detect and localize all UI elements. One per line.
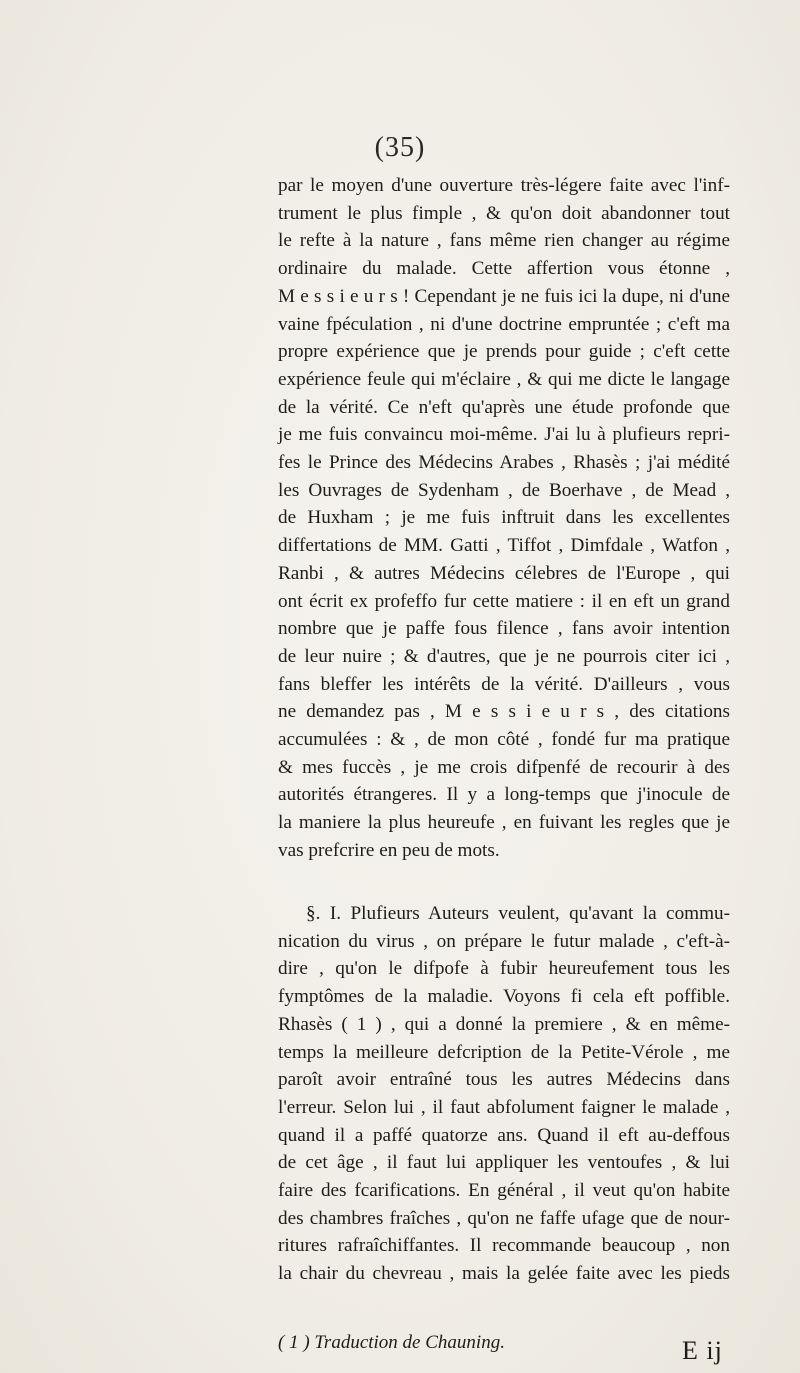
text-line: ne demandez pas , M e s s i e u r s , des citations	[278, 701, 730, 723]
text-line: je me fuis convaincu moi-même. J'ai lu à plufieurs repri-	[278, 424, 730, 446]
text-line: faire des fcarifications. En général , il veut qu'on habite	[278, 1180, 730, 1202]
text-line: le refte à la nature , fans même rien changer au régime	[278, 230, 730, 252]
text-line: quand il a paffé quatorze ans. Quand il eft au-deffous	[278, 1124, 730, 1146]
text-line: nication du virus , on prépare le futur malade , c'eft-à-	[278, 930, 730, 952]
signature-mark: E ij	[682, 1336, 723, 1365]
text-line: paroît avoir entraîné tous les autres Médecins dans	[278, 1069, 730, 1091]
text-line: de Huxham ; je me fuis inftruit dans les excellentes	[278, 507, 730, 529]
text-line: Ranbi , & autres Médecins célebres de l'Europe , qui	[278, 562, 730, 584]
text-line: fans bleffer les intérêts de la vérité. D'ailleurs , vous	[278, 673, 730, 695]
text-line: differtations de MM. Gatti , Tiffot , Dimfdale , Watfon ,	[278, 535, 730, 557]
text-line: nombre que je paffe fous filence , fans avoir intention	[278, 618, 730, 640]
text-line: l'erreur. Selon lui , il faut abfolument faigner le malade ,	[278, 1096, 730, 1118]
text-line: & mes fuccès , je me crois difpenfé de recourir à des	[278, 756, 730, 778]
text-line: de leur nuire ; & d'autres, que je ne pourrois citer ici ,	[278, 645, 730, 667]
footnote: ( 1 ) Traduction de Chauning.	[278, 1332, 505, 1353]
page-number: (35)	[374, 132, 426, 163]
text-line: autorités étrangeres. Il y a long-temps que j'inocule de	[278, 784, 730, 806]
text-line: les Ouvrages de Sydenham , de Boerhave , de Mead ,	[278, 479, 730, 501]
text-line: temps la meilleure defcription de la Petite-Vérole , me	[278, 1041, 730, 1063]
text-line: fes le Prince des Médecins Arabes , Rhasès ; j'ai médité	[278, 452, 730, 474]
text-line: la maniere la plus heureufe , en fuivant les regles que je	[278, 812, 730, 834]
text-line: la chair du chevreau , mais la gelée faite avec les pieds	[278, 1263, 730, 1285]
section-paragraph	[278, 900, 730, 1288]
text-line: de la vérité. Ce n'eft qu'après une étude profonde que	[278, 396, 730, 418]
text-line: dire , qu'on le difpofe à fubir heureufement tous les	[278, 958, 730, 980]
text-line: ritures rafraîchiffantes. Il recommande beaucoup , non	[278, 1235, 730, 1257]
text-line: M e s s i e u r s ! Cependant je ne fuis ici la dupe, ni d'une	[278, 285, 730, 307]
text-line: ordinaire du malade. Cette affertion vous étonne ,	[278, 258, 730, 280]
text-line: ont écrit ex profeffo fur cette matiere : il en eft un grand	[278, 590, 730, 612]
text-line: des chambres fraîches , qu'on ne faffe ufage que de nour-	[278, 1207, 730, 1229]
text-line: propre expérience que je prends pour guide ; c'eft cette	[278, 341, 730, 363]
text-line: par le moyen d'une ouverture très-légere faite avec l'inf-	[278, 175, 730, 196]
text-line: accumulées : & , de mon côté , fondé fur ma pratique	[278, 729, 730, 751]
text-line: §. I. Plufieurs Auteurs veulent, qu'avant la commu-	[306, 903, 730, 924]
text-line: expérience feule qui m'éclaire , & qui me dicte le langage	[278, 368, 730, 390]
text-line: fymptômes de la maladie. Voyons fi cela eft poffible.	[278, 986, 730, 1008]
text-line: vas prefcrire en peu de mots.	[278, 839, 500, 861]
text-line: Rhasès ( 1 ) , qui a donné la premiere , & en même-	[278, 1013, 730, 1035]
text-line: vaine fpéculation , ni d'une doctrine empruntée ; c'eft ma	[278, 313, 730, 335]
text-line: de cet âge , il faut lui appliquer les ventoufes , & lui	[278, 1152, 730, 1174]
text-line: trument le plus fimple , & qu'on doit abandonner tout	[278, 202, 730, 224]
main-paragraph	[278, 172, 730, 865]
